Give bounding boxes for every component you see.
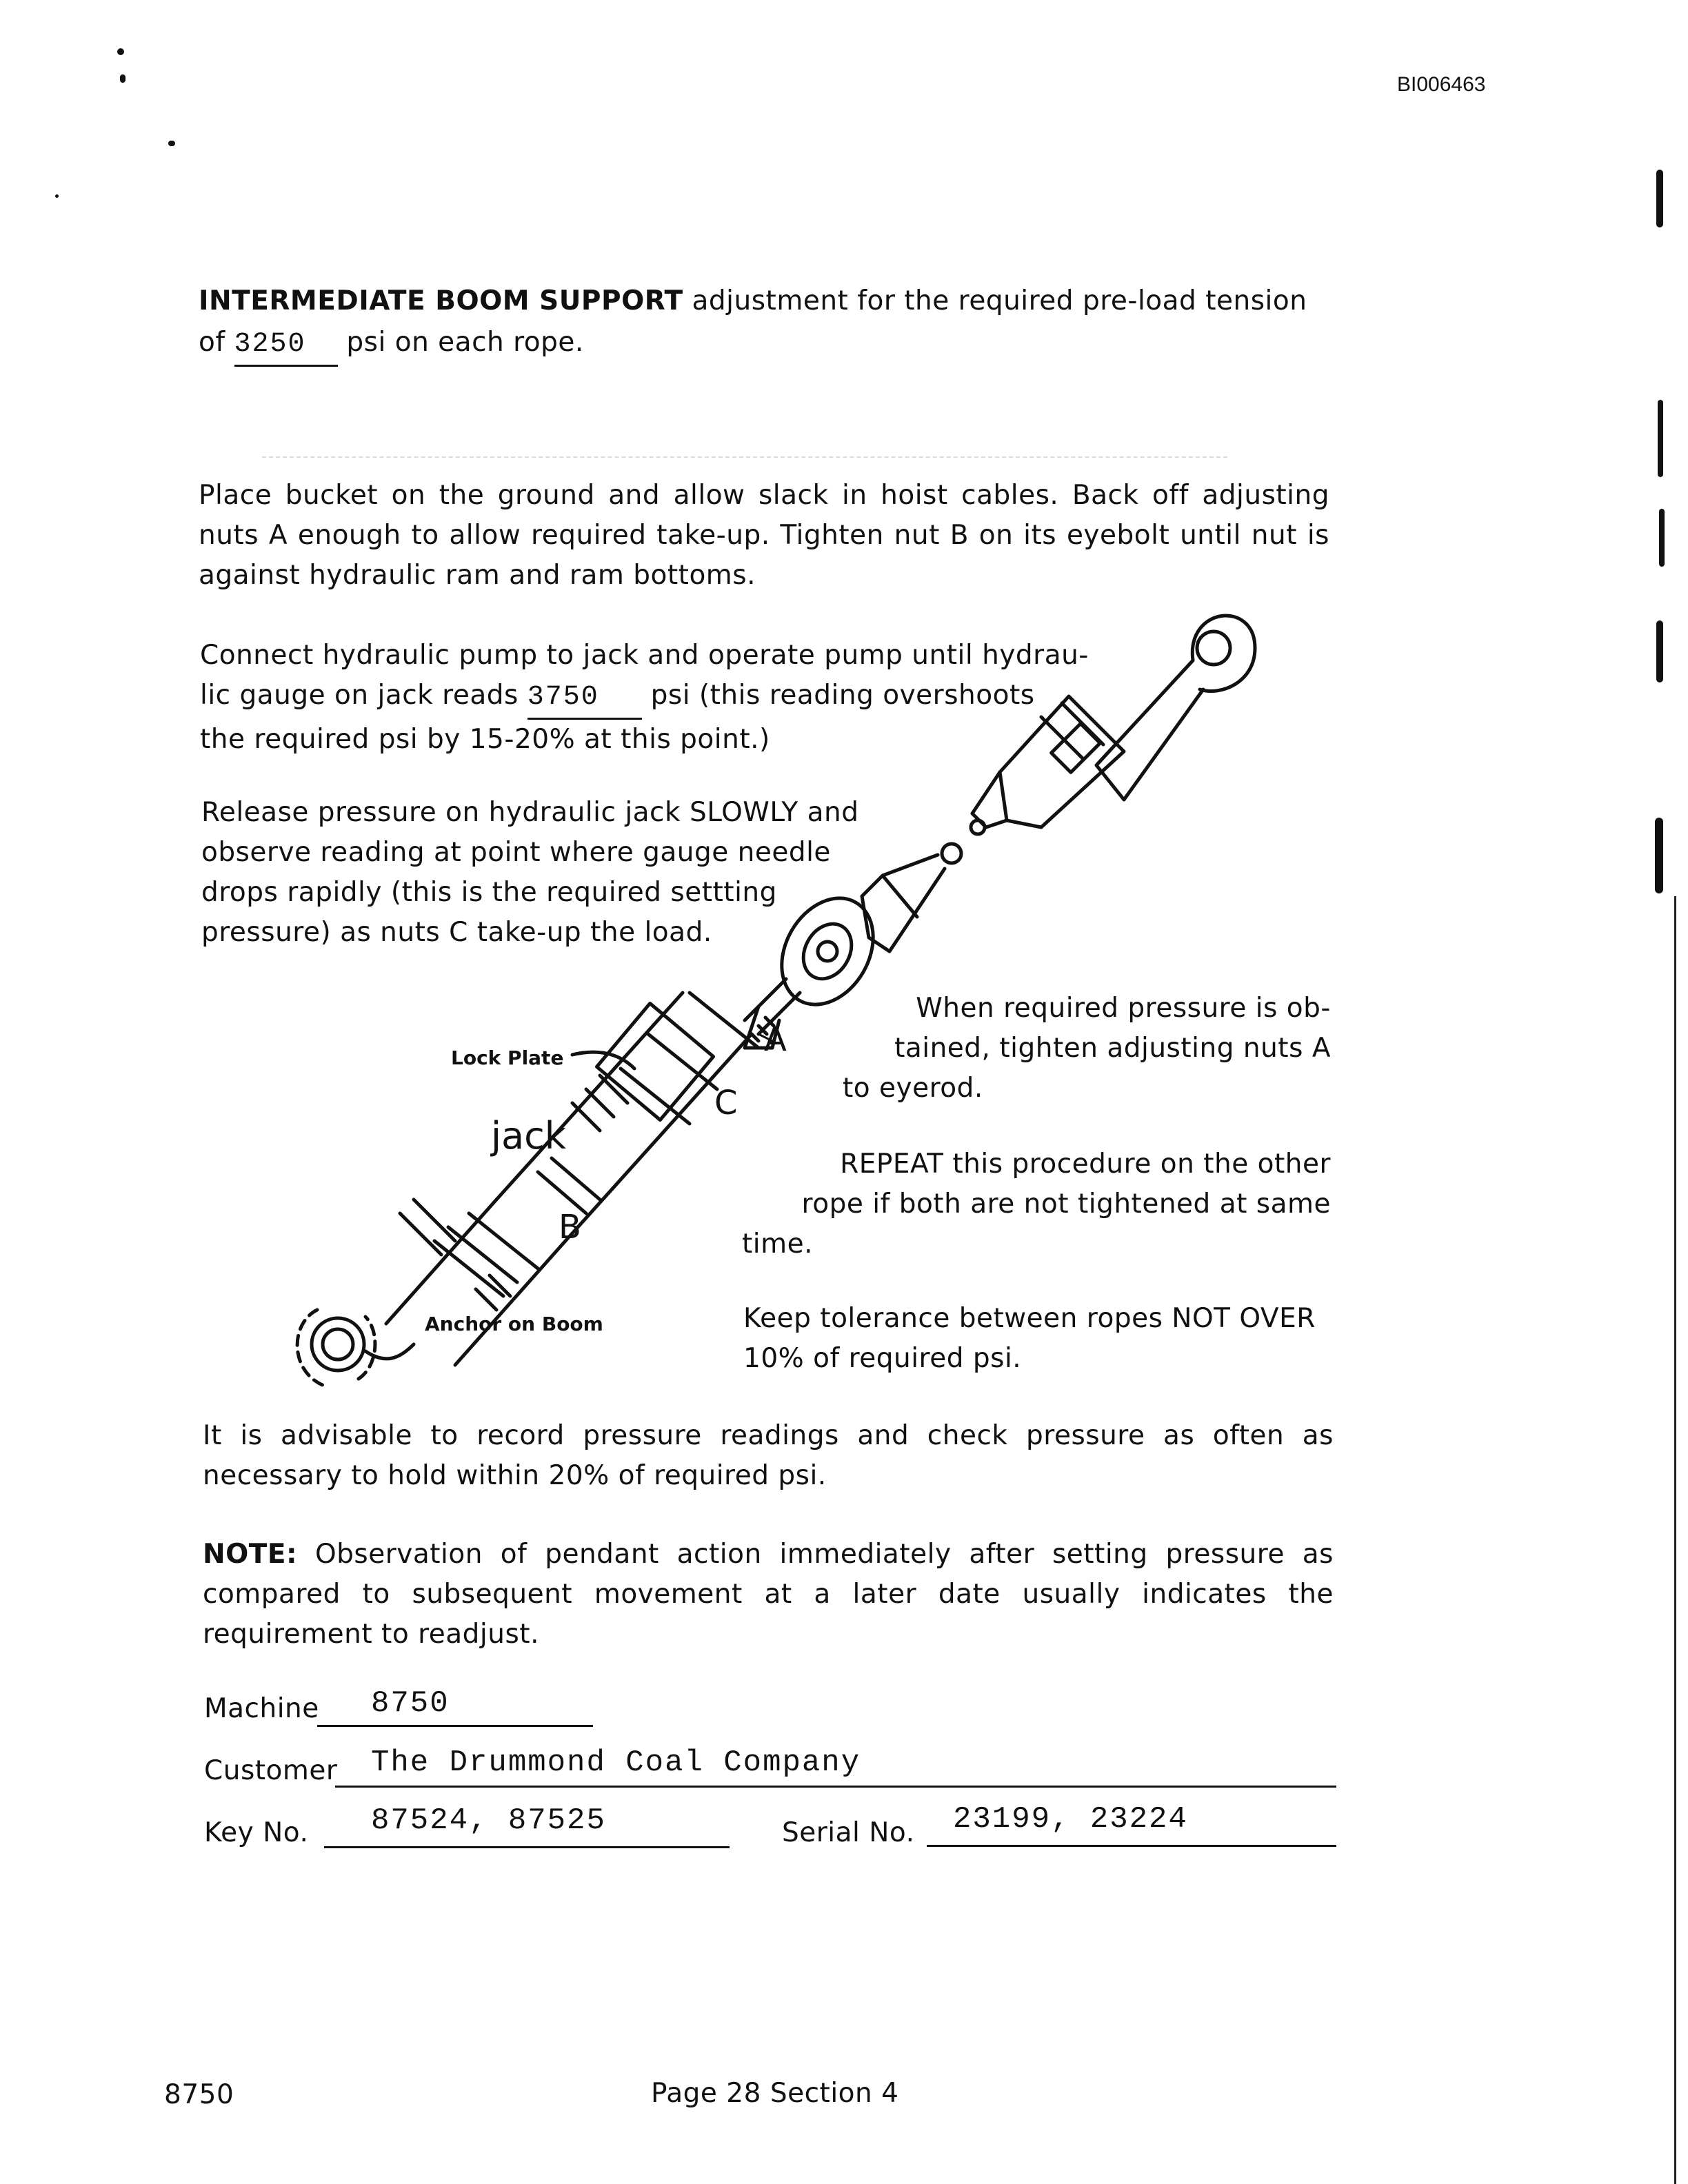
right-edge-line [1674, 896, 1676, 2184]
customer-label: Customer [204, 1755, 338, 1786]
footer-page-section: Page 28 Section 4 [651, 2078, 899, 2109]
heading-text: adjustment for the required pre-load tension [683, 285, 1307, 316]
machine-line [317, 1689, 593, 1727]
step-5-line-3: time. [742, 1228, 814, 1260]
serial-no-label: Serial No. [782, 1817, 915, 1848]
note-label: NOTE: [203, 1539, 298, 1570]
step-2-line-2: lic gauge on jack reads 3750 psi (this reading overshoots [200, 676, 1096, 720]
callout-b: B [559, 1208, 581, 1246]
key-no-label: Key No. [204, 1817, 309, 1848]
machine-label: Machine [204, 1693, 319, 1724]
callout-c: C [714, 1084, 738, 1122]
step-2-line-3: the required psi by 15-20% at this point.) [200, 724, 770, 755]
step-4-line-2: tained, tighten adjusting nuts A [894, 1033, 1331, 1064]
key-no-value: 87524, 87525 [371, 1803, 606, 1838]
step-3-line-1: Release pressure on hydraulic jack SLOWLY and [201, 797, 859, 828]
step-4-line-1: When required pressure is ob- [916, 993, 1331, 1024]
note-paragraph [203, 1535, 1334, 1655]
step-5-line-2: rope if both are not tightened at same [801, 1189, 1331, 1220]
label-jack: jack [491, 1114, 567, 1157]
step-4-paragraph [827, 989, 1331, 1069]
right-margin-marks [1648, 159, 1676, 917]
heading-prefix: of [199, 327, 234, 358]
heading-suffix: psi on each rope. [337, 327, 584, 358]
footer-machine: 8750 [164, 2079, 234, 2110]
step-2-line-1: Connect hydraulic pump to jack and operate pump until hydrau- [200, 640, 1089, 671]
upper-connector [862, 844, 961, 951]
scan-dashes [262, 456, 1227, 459]
step-6-paragraph [743, 1299, 1336, 1379]
heading-line2 [199, 323, 1302, 367]
jack-cylinder [386, 993, 758, 1365]
step-5-paragraph [745, 1144, 1331, 1224]
step-6-line-1: Keep tolerance between ropes NOT OVER [743, 1303, 1316, 1334]
step-3-line-4: pressure) as nuts C take-up the load. [201, 917, 712, 948]
note-text: Observation of pendant action immediately after setting pressure as compared to subsequent movement at a later date usually indicates the requirement to readjust. [203, 1539, 1334, 1650]
label-lock-plate: Lock Plate [451, 1046, 564, 1069]
scan-speck-marks [110, 39, 193, 163]
upper-eyebolt [971, 616, 1255, 834]
tension-value: 3250 [234, 329, 306, 360]
document-id: BI006463 [1397, 73, 1486, 96]
step-4-line-3: to eyerod. [843, 1073, 983, 1104]
gauge-value: 3750 [527, 682, 599, 713]
step-5-line-1: REPEAT this procedure on the other [840, 1149, 1331, 1180]
anchor-pin [297, 1310, 414, 1386]
label-anchor-on-boom: Anchor on Boom [425, 1313, 603, 1335]
step-3-line-2: observe reading at point where gauge needle [201, 837, 831, 868]
advisory-paragraph: It is advisable to record pressure readings and check pressure as often as necessary to hold within 20% of required psi. [203, 1420, 1334, 1491]
step-6-line-2: 10% of required psi. [743, 1343, 1022, 1374]
heading-paragraph [199, 281, 1329, 321]
callout-a: A [764, 1020, 787, 1059]
step-1-paragraph: Place bucket on the ground and allow slack in hoist cables. Back off adjusting nuts A enough to allow required take-up. Tighten nut B on its eyebolt until nut is against hydraulic ram and ram bottoms. [199, 480, 1329, 591]
customer-value: The Drummond Coal Company [371, 1746, 861, 1780]
heading-title: INTERMEDIATE BOOM SUPPORT [199, 285, 683, 316]
serial-no-value: 23199, 23224 [953, 1802, 1188, 1837]
machine-value: 8750 [371, 1686, 450, 1721]
step-3-line-3: drops rapidly (this is the required settting [201, 877, 777, 908]
